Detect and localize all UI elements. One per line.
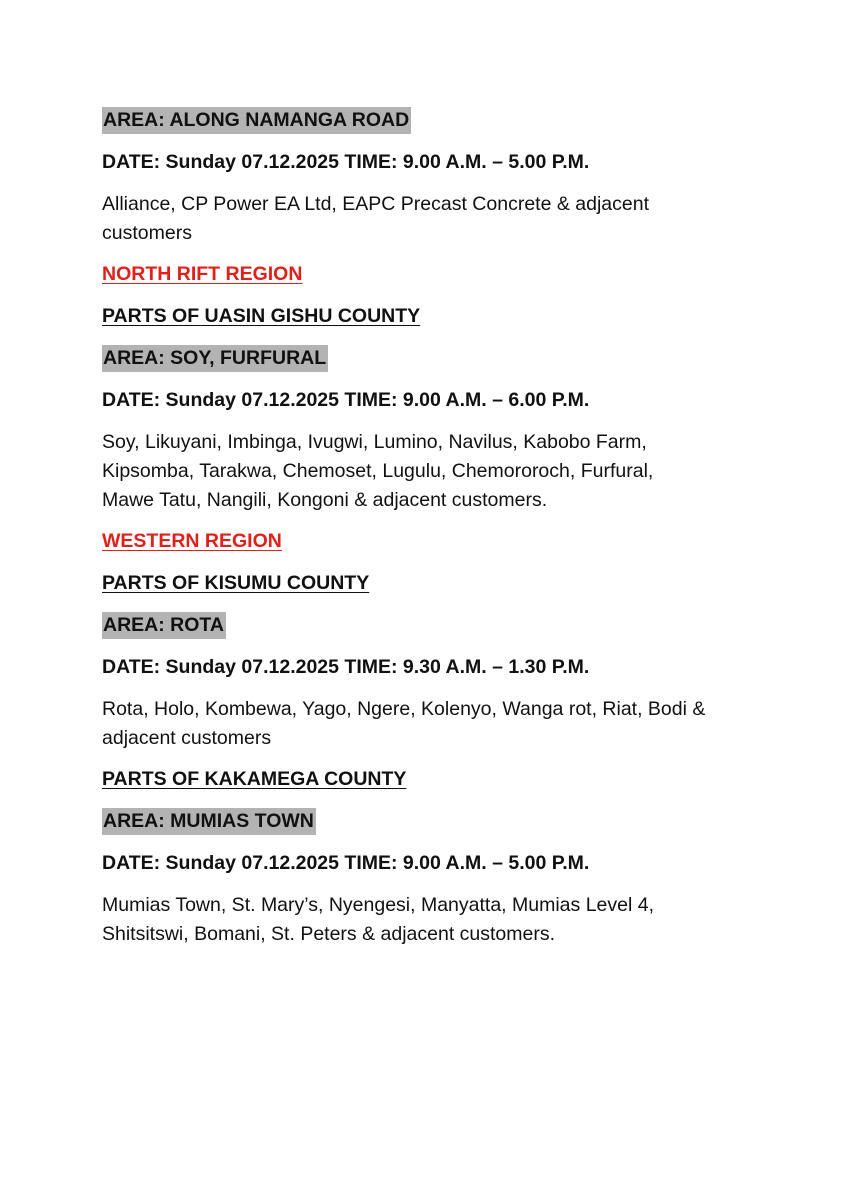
area-heading	[102, 807, 742, 836]
area-highlight: AREA: SOY, FURFURAL	[102, 345, 328, 372]
document-page	[102, 106, 742, 949]
region-heading: NORTH RIFT REGION	[102, 263, 303, 285]
affected-places-line: Soy, Likuyani, Imbinga, Ivugwi, Lumino, Navilus, Kabobo Farm,	[102, 431, 647, 453]
area-heading	[102, 611, 742, 640]
affected-places-line: Rota, Holo, Kombewa, Yago, Ngere, Kolenyo, Wanga rot, Riat, Bodi &	[102, 698, 706, 720]
affected-places-line: Kipsomba, Tarakwa, Chemoset, Lugulu, Chemororoch, Furfural,	[102, 460, 654, 482]
affected-places-line: Shitsitswi, Bomani, St. Peters & adjacent customers.	[102, 923, 556, 945]
county-heading: PARTS OF UASIN GISHU COUNTY	[102, 305, 421, 327]
date-time-line: DATE: Sunday 07.12.2025 TIME: 9.00 A.M. – 5.00 P.M.	[102, 852, 590, 874]
affected-places-line: Alliance, CP Power EA Ltd, EAPC Precast Concrete & adjacent	[102, 193, 649, 215]
affected-places-line: adjacent customers	[102, 727, 272, 749]
area-highlight: AREA: ALONG NAMANGA ROAD	[102, 107, 411, 134]
affected-places-line: customers	[102, 222, 192, 244]
area-highlight: AREA: ROTA	[102, 612, 226, 639]
affected-places-line: Mumias Town, St. Mary’s, Nyengesi, Manyatta, Mumias Level 4,	[102, 894, 654, 916]
area-heading	[102, 344, 742, 373]
area-heading	[102, 106, 742, 135]
county-heading: PARTS OF KAKAMEGA COUNTY	[102, 768, 407, 790]
region-heading: WESTERN REGION	[102, 530, 282, 552]
date-time-line: DATE: Sunday 07.12.2025 TIME: 9.00 A.M. – 5.00 P.M.	[102, 151, 590, 173]
date-time-line: DATE: Sunday 07.12.2025 TIME: 9.30 A.M. – 1.30 P.M.	[102, 656, 590, 678]
date-time-line: DATE: Sunday 07.12.2025 TIME: 9.00 A.M. – 6.00 P.M.	[102, 389, 590, 411]
affected-places-line: Mawe Tatu, Nangili, Kongoni & adjacent customers.	[102, 489, 548, 511]
county-heading: PARTS OF KISUMU COUNTY	[102, 572, 370, 594]
area-highlight: AREA: MUMIAS TOWN	[102, 808, 316, 835]
